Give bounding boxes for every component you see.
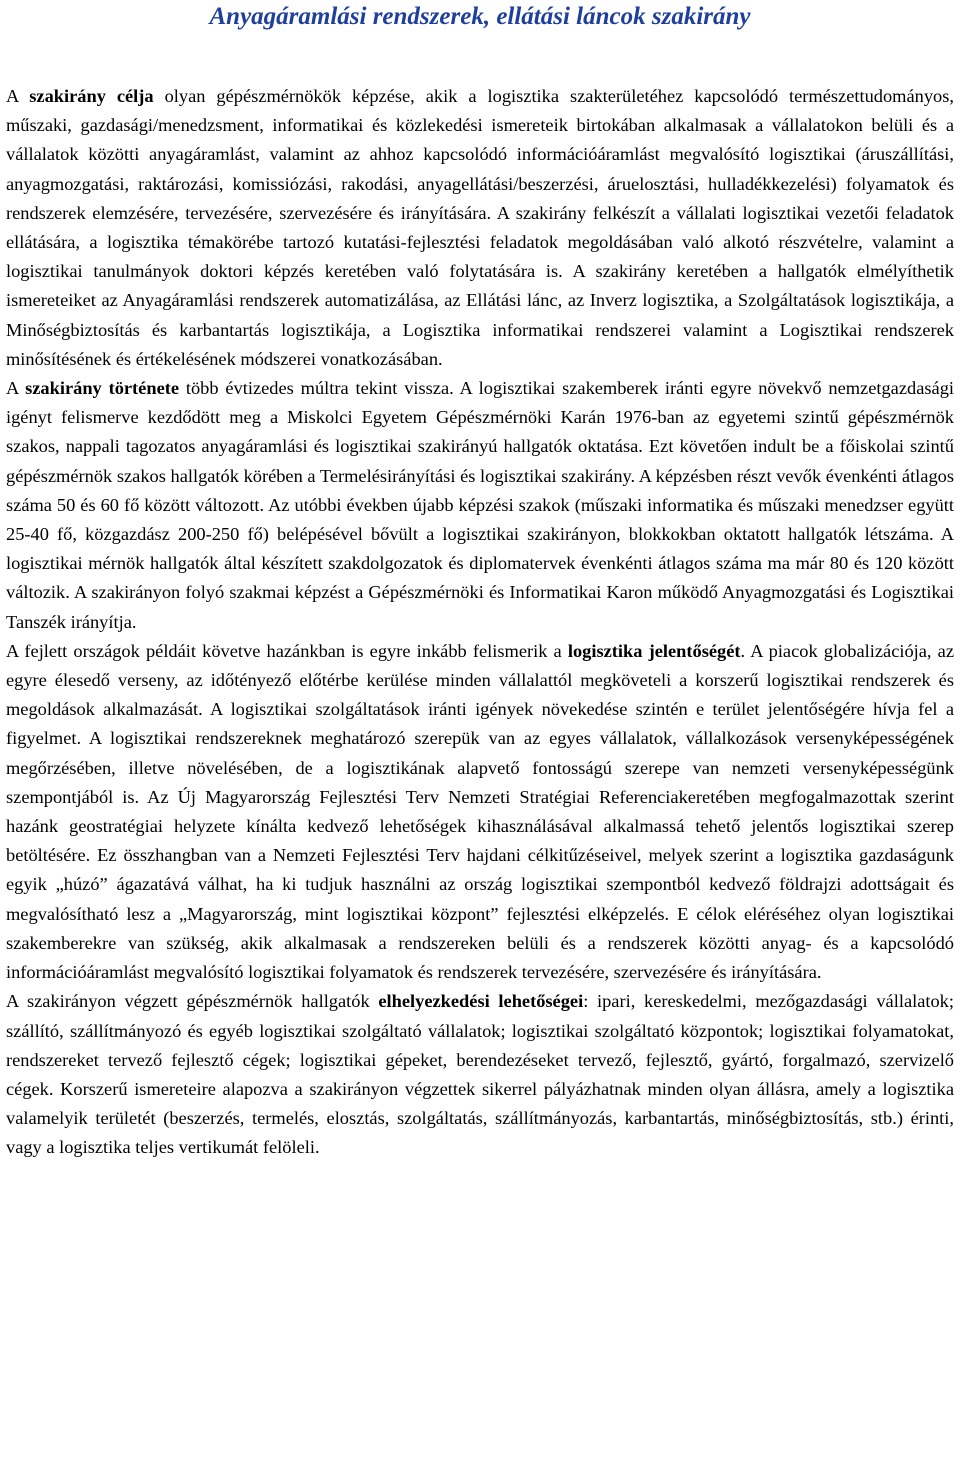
paragraph-text: A fejlett országok példáit követve hazánkban is egyre inkább felismerik a <box>6 640 568 661</box>
bold-term-logisztika-jelentosege: logisztika jelentőségét <box>567 640 741 661</box>
paragraph-career <box>6 987 954 1162</box>
paragraph-text: A <box>6 86 30 106</box>
bold-term-elhelyezkedesi-lehetosegei: elhelyezkedési lehetőségei <box>378 991 584 1012</box>
paragraph-text: . A piacok globalizációja, az egyre élesedő verseny, az időtényező előtérbe kerülése minden vállalattól megköveteli a korszerű logisztikai rendszerek és megoldások alkalmazását. A logisztikai szolgáltatások iránti igények növekedése szintén e terület jelentőségére hívja fel a figyelmet. A logisztikai rendszereknek meghatározó szerepük van az egyes vállalatok, vállalkozások versenyképességének megőrzésében, illetve növelésében, de a logisztikának alapvető fontosságú szerepe van nemzeti versenyképességünk szempontjából is. Az Új Magyarország Fejlesztési Terv Nemzeti Stratégiai Referenciakeretében megfogalmazottak szerint hazánk geostratégiai helyzete kínálta kedvező lehetőségek kihasználásával alkalmassá tehető jelentős logisztikai szerep betöltésére. Ez összhangban van a Nemzeti Fejlesztési Terv hajdani célkitűzéseivel, melyek szerint a logisztika gazdaságunk egyik „húzó” ágazatává válhat, ha ki tudjuk használni az ország logisztikai szempontból kedvező földrajzi adottságait és megvalósítható lesz a „Magyarország, mint logisztikai központ” fejlesztési elképzelés. E célok eléréséhez olyan logisztikai szakemberekre van szükség, akik alkalmasak a rendszereken belüli és a rendszerek közötti anyag- és a kapcsolódó információáramlást megvalósító logisztikai folyamatok és rendszerek tervezésére, szervezésére és irányítására. <box>6 640 954 983</box>
document-body <box>6 82 954 1163</box>
paragraph-text: : ipari, kereskedelmi, mezőgazdasági vállalatok; szállító, szállítmányozó és egyéb logisztikai szolgáltató vállalatok; logisztikai szolgáltató központok; logisztikai folyamatokat, rendszereket tervező fejlesztő cégek; logisztikai gépeket, berendezéseket tervező, fejlesztő, gyártó, forgalmazó, szervizelő cégek. Korszerű ismereteire alapozva a szakirányon végzettek sikerrel pályázhatnak minden olyan állásra, amely a logisztika valamelyik területét (beszerzés, termelés, elosztás, szolgáltatás, szállítmányozás, karbantartás, minőségbiztosítás, stb.) érinti, vagy a logisztika teljes vertikumát felöleli. <box>6 991 954 1158</box>
paragraph-history <box>6 374 954 637</box>
page-title: Anyagáramlási rendszerek, ellátási láncok szakirány <box>209 3 751 30</box>
paragraph-text: olyan gépészmérnökök képzése, akik a logisztika szakterületéhez kapcsolódó természettudományos, műszaki, gazdasági/menedzsment, informatikai és közlekedési ismereteik birtokában alkalmasak a vállalatokon belüli és a vállalatok közötti anyagáramlást, valamint az ahhoz kapcsolódó információáramlást megvalósító logisztikai (áruszállítási, anyagmozgatási, raktározási, komissiózási, rakodási, anyagellátási/beszerzési, áruelosztási, hulladékkezelési) folyamatok és rendszerek elemzésére, tervezésére, szervezésére és irányítására. A szakirány felkészít a vállalati logisztikai vezetői feladatok ellátására, a logisztika témakörébe tartozó kutatási-fejlesztési feladatok megoldásában való alkotó részvételre, valamint a logisztikai tanulmányok doktori képzés keretében való folytatására is. A szakirány keretében a hallgatók elmélyíthetik ismereteiket az Anyagáramlási rendszerek automatizálása, az Ellátási lánc, az Inverz logisztika, a Szolgáltatások logisztikája, a Minőségbiztosítás és karbantartás logisztikája, a Logisztika informatikai rendszerei valamint a Logisztikai rendszerek minősítésének és értékelésének módszerei vonatkozásában. <box>6 86 954 369</box>
bold-term-szakirany-tortenete: szakirány története <box>25 378 180 399</box>
paragraph-importance <box>6 637 954 987</box>
paragraph-text: több évtizedes múltra tekint vissza. A logisztikai szakemberek iránti egyre növekvő nemzetgazdasági igényt felismerve kezdődött meg a Miskolci Egyetem Gépészmérnöki Karán 1976-ban az egyetemi szintű gépészmérnök szakos, nappali tagozatos anyagáramlási és logisztikai szakirányú hallgatók oktatása. Ezt követően indult be a főiskolai szintű gépészmérnök szakos hallgatók körében a Termelésirányítási és logisztikai szakirány. A képzésben részt vevők évenkénti átlagos száma 50 és 60 fő között változott. Az utóbbi években újabb képzési szakok (műszaki informatika és műszaki menedzser együtt 25-40 fő, közgazdász 200-250 fő) belépésével bővült a logisztikai szakirányon, blokkokban oktatott hallgatók létszáma. A logisztikai mérnök hallgatók által készített szakdolgozatok és diplomatervek évenkénti átlagos száma ma már 80 és 120 között változik. A szakirányon folyó szakmai képzést a Gépészmérnöki és Informatikai Karon működő Anyagmozgatási és Logisztikai Tanszék irányítja. <box>6 378 954 632</box>
paragraph-text: A szakirányon végzett gépészmérnök hallgatók <box>6 991 379 1012</box>
paragraph-aim <box>6 82 954 374</box>
bold-term-szakirany-celja: szakirány célja <box>29 86 154 106</box>
paragraph-text: A <box>6 378 26 399</box>
